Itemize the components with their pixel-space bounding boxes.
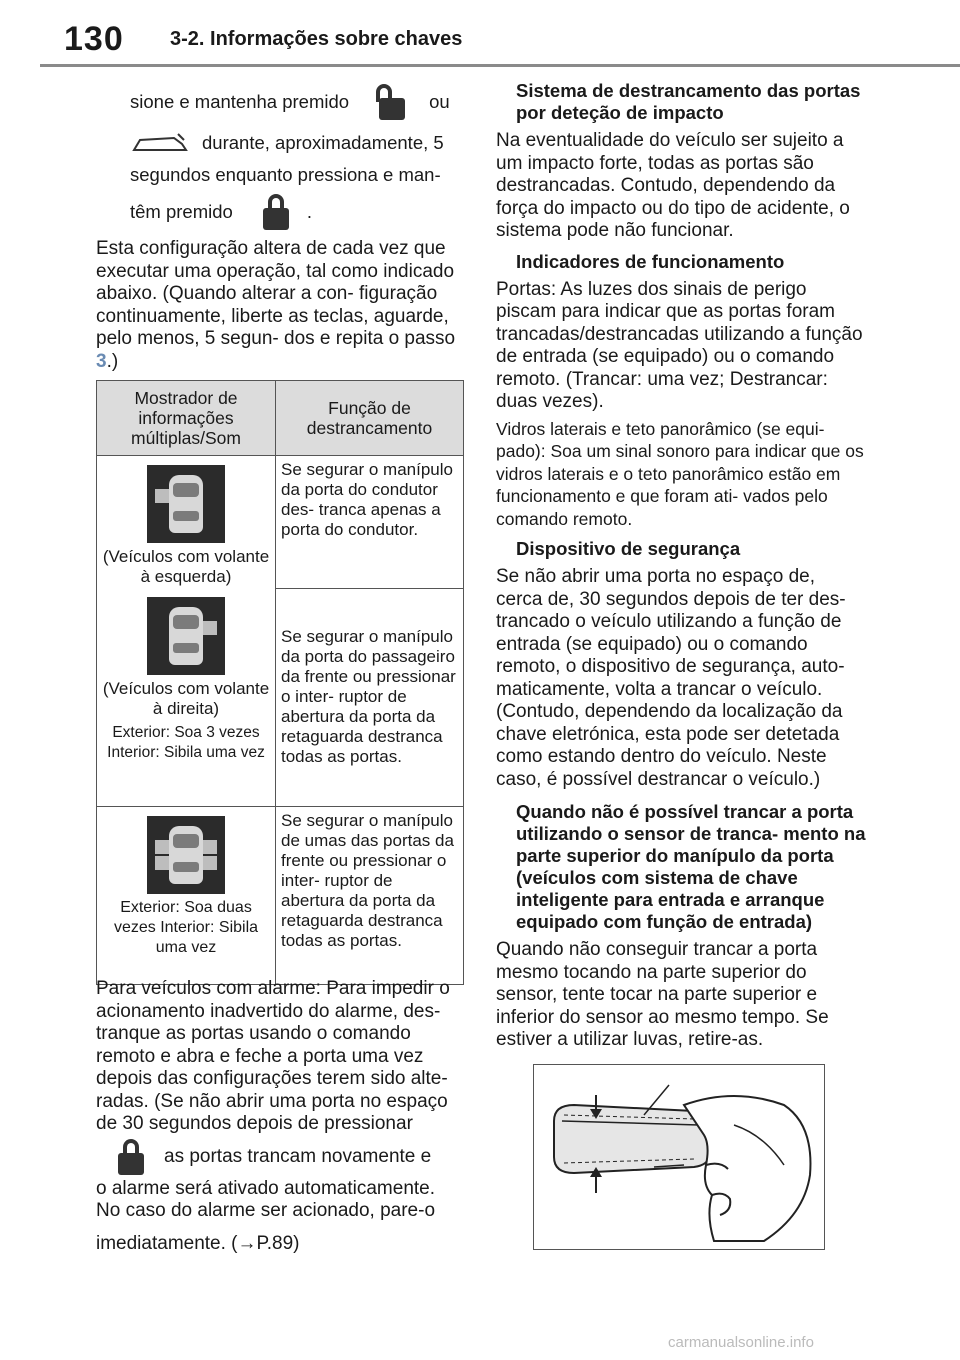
step-text-or: ou xyxy=(429,91,450,112)
footer-watermark: carmanualsonline.info xyxy=(668,1334,814,1351)
step-line-2 xyxy=(96,124,464,162)
impact-paragraph: Na eventualidade do veículo ser sujeito a um impacto forte, todas as portas são destrancadas. Contudo, dependendo da força do impacto ou do tipo de acidente, o sistema pode não funcionar. xyxy=(496,130,850,241)
rhd-caption: (Veículos com volante à direita) xyxy=(102,679,270,718)
alarm-paragraph-c: o alarme será ativado automaticamente. No caso do alarme ser acionado, pare-o xyxy=(96,1177,436,1221)
door-handle-illustration xyxy=(533,1064,825,1250)
alarm-text-b: as portas trancam novamente e xyxy=(164,1145,432,1167)
step-text-a: sione e mantenha premido xyxy=(130,91,350,112)
lock-icon xyxy=(118,1139,144,1175)
unlock-function-table xyxy=(96,380,464,985)
table-header-display: Mostrador de informações múltiplas/Som xyxy=(97,381,276,456)
table-cell-lhd xyxy=(97,456,276,589)
page-header xyxy=(0,0,960,68)
left-column xyxy=(96,84,464,373)
config-text: Esta configuração altera de cada vez que executar uma operação, tal como indicado abaixo. (Quando alterar a con- figuração continuamente, liberte as teclas, aguarde, pelo menos, 5 segun- dos e repita o passo xyxy=(96,238,456,349)
step-reference: 3 xyxy=(96,350,107,372)
table-cell-all xyxy=(97,806,276,984)
heading-sensor: Quando não é possível trancar a porta utilizando o sensor de tranca- mento na parte superior do manípulo da porta (veículos com sistema de chave inteligente para entrada e arranque equipado com função de entrada) xyxy=(516,801,866,932)
indicators-paragraph: Portas: As luzes dos sinais de perigo piscam para indicar que as portas foram trancadas/destrancadas utilizando a função de entrada (se equipado) ou o comando remoto. (Trancar: uma vez; Destrancar: duas vezes). xyxy=(496,278,863,412)
step-line-1 xyxy=(96,84,464,120)
page-number: 130 xyxy=(64,20,124,58)
step-text-d: têm premido xyxy=(130,201,233,222)
step-text-dot: . xyxy=(306,201,312,222)
lhd-caption: (Veículos com volante à esquerda) xyxy=(102,547,270,586)
heading-impact: Sistema de destrancamento das portas por deteção de impacto xyxy=(516,80,861,123)
alarm-paragraph: Para veículos com alarme: Para impedir o acionamento inadvertido do alarme, des- tranque as portas usando o comando remoto e abra e feche a porta uma vez depois das configurações terem sido alte- radas. (Se não abrir uma porta no espaço de 30 segundos depois de pressionar xyxy=(96,978,450,1134)
car-display-image xyxy=(147,597,225,675)
sensor-paragraph: Quando não conseguir trancar a porta mesmo tocando na parte superior do sensor, tente tocar na parte superior e inferior do sensor ao mesmo tempo. Se estiver a utilizar luvas, retire-as. xyxy=(496,939,829,1050)
heading-indicators: Indicadores de funcionamento xyxy=(516,250,785,272)
alarm-note xyxy=(96,978,464,1255)
config-text-end: .) xyxy=(106,350,119,372)
step-line-3: segundos enquanto pressiona e man- xyxy=(130,164,441,185)
table-header-function: Função de destrancamento xyxy=(276,381,464,456)
config-paragraph xyxy=(96,238,464,373)
car-display-image xyxy=(147,816,225,894)
heading-safety: Dispositivo de segurança xyxy=(516,538,741,559)
lock-closed-icon xyxy=(263,194,289,230)
safety-paragraph: Se não abrir uma porta no espaço de, cerca de, 30 segundos depois de ter des- trancado o veículo utilizando a função de entrada (se equipado) ou o comando remoto, o dispositivo de segurança, auto- maticamente, volta a trancar o veículo. (Contudo, dependendo da localização da chave eletrónica, esta pode ser detetada como estando dentro do veículo. Neste caso, é possível destrancar o veículo.) xyxy=(496,566,846,790)
right-column xyxy=(496,80,866,1052)
step-text-b: durante, aproximadamente, 5 xyxy=(202,132,444,153)
section-title: 3-2. Informações sobre chaves xyxy=(170,28,463,50)
windows-paragraph: Vidros laterais e teto panorâmico (se equi- pado): Soa um sinal sonoro para indicar que os vidros laterais e o teto panorâmico estão em funcionamento e que foram ati- vados pelo comando remoto. xyxy=(496,418,864,529)
car-display-image xyxy=(147,465,225,543)
alarm-paragraph-d: imediatamente. (→P.89) xyxy=(96,1232,300,1254)
header-divider xyxy=(40,64,960,67)
table-cell-front-doors: Se segurar o manípulo de umas das portas da frente ou pressionar o inter- ruptor de abertura da porta da retaguarda destranca todas as portas. xyxy=(276,806,464,984)
lock-open-icon xyxy=(379,84,405,120)
all-sound-note: Exterior: Soa duas vezes Interior: Sibila uma vez xyxy=(113,898,259,956)
table-cell-rhd xyxy=(97,588,276,806)
rhd-sound-note: Exterior: Soa 3 vezes Interior: Sibila uma vez xyxy=(107,724,265,761)
table-cell-passenger: Se segurar o manípulo da porta do passageiro da frente ou pressionar o inter- ruptor de abertura da porta da retaguarda destranca todas as portas. xyxy=(276,588,464,806)
step-line-4 xyxy=(96,192,464,232)
table-cell-driver: Se segurar o manípulo da porta do condutor des- tranca apenas a porta do condutor. xyxy=(276,456,464,589)
alarm-line xyxy=(96,1136,464,1178)
car-icon xyxy=(130,130,190,156)
